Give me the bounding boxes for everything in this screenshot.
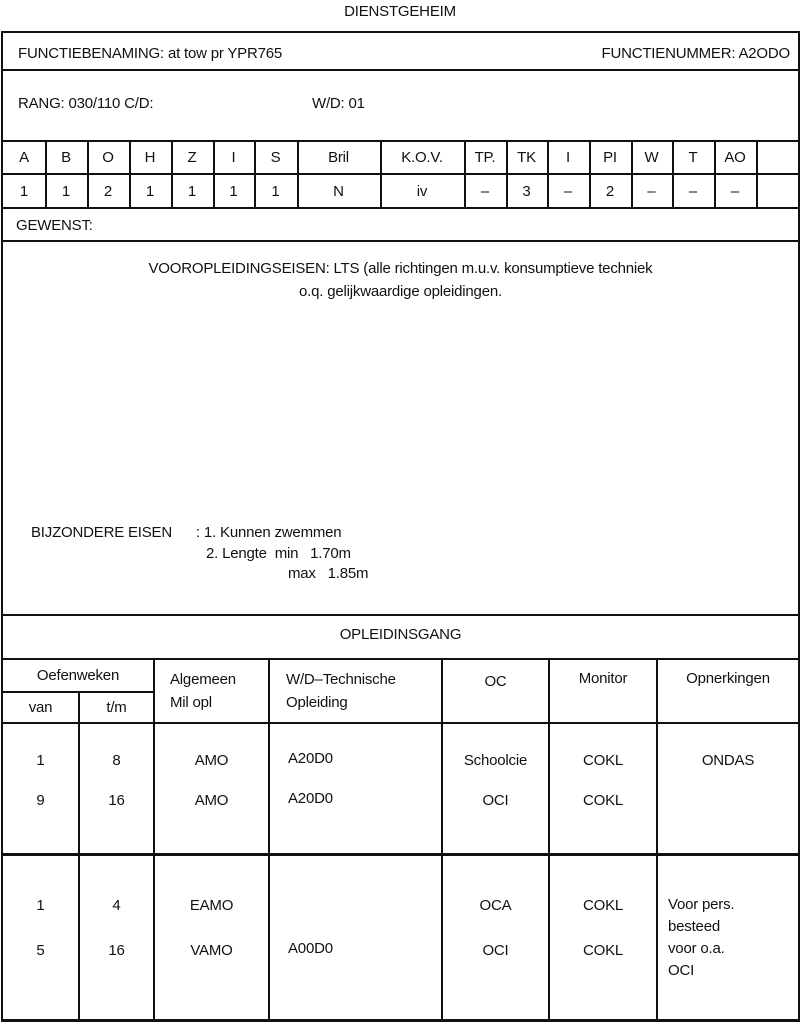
- attribute-value: 2: [103, 182, 113, 200]
- divider: [3, 240, 798, 242]
- attribute-value: –: [647, 182, 656, 200]
- attribute-header: I: [231, 149, 236, 166]
- attribute-header: AO: [724, 149, 746, 166]
- tm-value: 4: [112, 896, 121, 914]
- attribute-header: Bril: [328, 149, 349, 166]
- monitor-value: COKL: [582, 896, 624, 914]
- monitor-value: COKL: [582, 751, 624, 769]
- oc-value: OCI: [482, 941, 509, 959]
- header-tm: t/m: [106, 699, 127, 716]
- rang-field: RANG: 030/110 C/D:: [18, 95, 154, 112]
- attribute-header: K.O.V.: [401, 149, 443, 166]
- attribute-header: S: [270, 149, 281, 166]
- attribute-header: I: [566, 149, 570, 166]
- divider: [153, 658, 155, 1019]
- tm-value: 16: [108, 791, 125, 809]
- attribute-header: W: [644, 149, 659, 166]
- divider: [268, 658, 270, 1019]
- attribute-value: 1: [229, 182, 238, 200]
- tm-value: 8: [112, 751, 121, 769]
- oc-value: Schoolcie: [463, 751, 528, 769]
- divider: [3, 69, 798, 71]
- opmerkingen-line: OCI: [668, 962, 695, 979]
- algemeen-value: VAMO: [190, 941, 233, 959]
- divider: [3, 173, 798, 175]
- bijzondere-eisen-item-1: : 1. Kunnen zwemmen: [196, 524, 342, 541]
- divider: [3, 853, 798, 856]
- attribute-value: 1: [187, 182, 197, 200]
- opmerkingen-line: Voor pers.: [668, 896, 735, 913]
- header-van: van: [28, 699, 53, 716]
- opmerkingen-line: besteed: [668, 918, 720, 935]
- wd-value: A20D0: [288, 750, 333, 767]
- bijzondere-eisen-item-3: max 1.85m: [288, 565, 369, 582]
- header-algemeen-line-2: Mil opl: [170, 694, 212, 711]
- header-oefenweken: Oefenweken: [36, 667, 120, 684]
- bijzondere-eisen-label: BIJZONDERE EISEN: [31, 524, 172, 541]
- divider: [548, 658, 550, 1019]
- header-monitor: Monitor: [578, 669, 628, 687]
- vooropleiding-line-2: o.q. gelijkwaardige opleidingen.: [299, 283, 502, 300]
- divider: [441, 658, 443, 1019]
- algemeen-value: EAMO: [189, 896, 234, 914]
- attribute-value: 1: [19, 182, 29, 200]
- algemeen-value: AMO: [194, 791, 229, 809]
- attribute-value: iv: [416, 182, 428, 200]
- attribute-value: 3: [522, 182, 531, 200]
- wd-field: W/D: 01: [312, 95, 365, 112]
- divider: [656, 658, 658, 1019]
- function-name: FUNCTIEBENAMING: at tow pr YPR765: [18, 45, 283, 62]
- opmerkingen-line: voor o.a.: [668, 940, 725, 957]
- header-wd-line-1: W/D–Technische: [286, 671, 396, 688]
- van-value: 5: [36, 941, 45, 959]
- divider: [3, 207, 798, 209]
- attribute-header: H: [144, 149, 156, 166]
- van-value: 9: [36, 791, 45, 809]
- divider: [78, 691, 80, 1019]
- attribute-value: 2: [605, 182, 615, 200]
- tm-value: 16: [108, 941, 125, 959]
- header-algemeen-line-1: Algemeen: [170, 671, 236, 688]
- attribute-value: –: [563, 182, 573, 200]
- opmerkingen-value: ONDAS: [701, 751, 755, 769]
- divider: [3, 722, 798, 724]
- attribute-value: –: [688, 182, 698, 200]
- header-opmerkingen: Opnerkingen: [686, 669, 770, 687]
- gewenst-label: GEWENST:: [16, 217, 93, 234]
- header-wd-line-2: Opleiding: [286, 694, 348, 711]
- attribute-value: N: [333, 182, 344, 200]
- monitor-value: COKL: [582, 941, 624, 959]
- monitor-value: COKL: [582, 791, 624, 809]
- attribute-value: 1: [145, 182, 155, 200]
- attribute-header: A: [19, 149, 29, 166]
- classification-title: DIENSTGEHEIM: [344, 3, 456, 20]
- attribute-value: 1: [271, 182, 280, 200]
- attribute-value: [756, 175, 798, 207]
- wd-value: A00D0: [288, 940, 333, 957]
- algemeen-value: AMO: [194, 751, 229, 769]
- attribute-header: O: [102, 149, 114, 166]
- function-number: FUNCTIENUMMER: A2ODO: [601, 45, 790, 62]
- attribute-header: T: [688, 149, 698, 166]
- attribute-header: TP.: [474, 149, 496, 166]
- divider: [3, 614, 798, 616]
- form-frame: [1, 31, 800, 1022]
- wd-value: A20D0: [288, 790, 333, 807]
- attribute-header: [756, 142, 798, 173]
- oc-value: OCA: [479, 896, 512, 914]
- header-oc: OC: [484, 672, 507, 690]
- van-value: 1: [36, 751, 45, 769]
- bijzondere-eisen-item-2: 2. Lengte min 1.70m: [206, 545, 351, 562]
- vooropleiding-line-1: VOOROPLEIDINGSEISEN: LTS (alle richtingen m.u.v. konsumptieve techniek: [148, 260, 653, 277]
- attribute-header: PI: [603, 149, 617, 166]
- attribute-value: –: [480, 182, 490, 200]
- attribute-header: Z: [187, 149, 197, 166]
- attribute-header: TK: [517, 149, 536, 166]
- opleidingsgang-title: OPLEIDINSGANG: [339, 626, 462, 643]
- attribute-value: –: [730, 182, 740, 200]
- attribute-header: B: [61, 149, 71, 166]
- van-value: 1: [36, 896, 45, 914]
- attribute-value: 1: [61, 182, 71, 200]
- oc-value: OCI: [482, 791, 509, 809]
